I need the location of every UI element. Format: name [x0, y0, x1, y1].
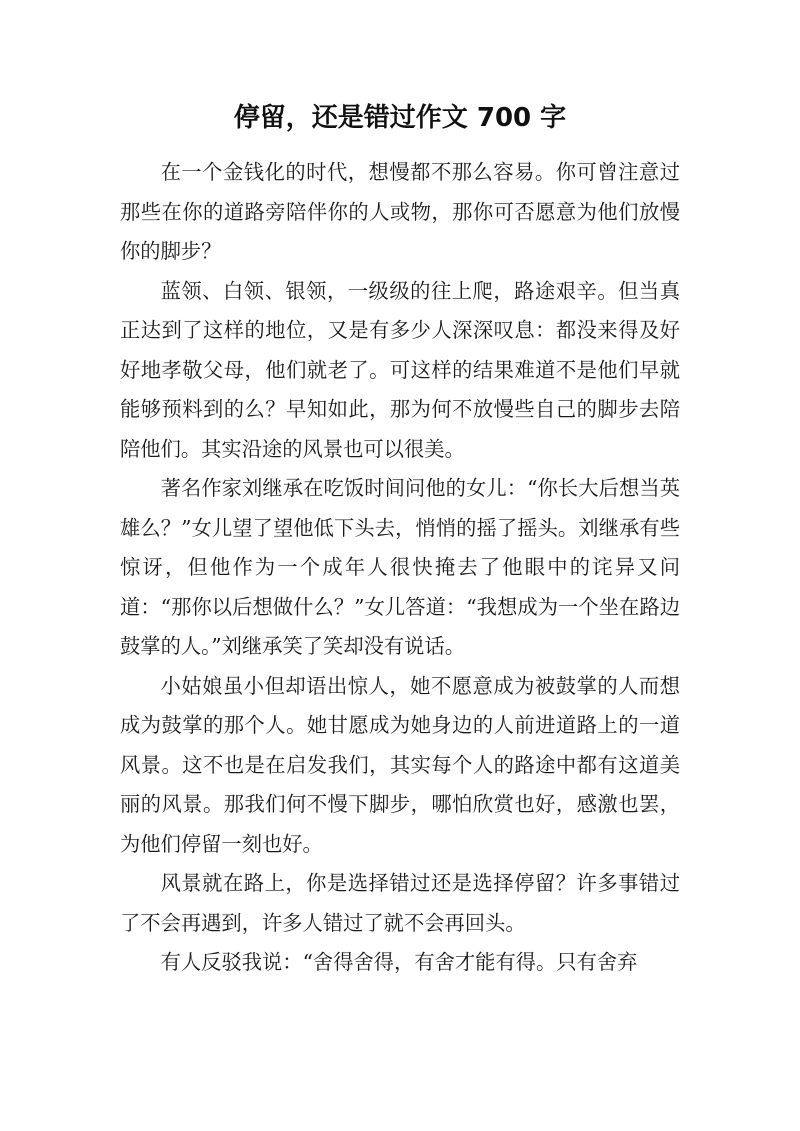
- paragraph-2: 蓝领、白领、银领，一级级的往上爬，路途艰辛。但当真正达到了这样的地位，又是有多少人深深叹息：都没来得及好好地孝敬父母，他们就老了。可这样的结果难道不是他们早就能够预料到的么？早知如此，那为何不放慢些自己的脚步去陪陪他们。其实沿途的风景也可以很美。: [120, 278, 680, 461]
- document-body: [120, 153, 680, 983]
- document-title: 停留，还是错过作文 700 字: [233, 103, 567, 133]
- paragraph-5: 风景就在路上，你是选择错过还是选择停留？许多事错过了不会再遇到，许多人错过了就不会再回头。: [120, 871, 680, 935]
- paragraph-6: 有人反驳我说：“舍得舍得，有舍才能有得。只有舍弃: [160, 950, 638, 974]
- paragraph-1: 在一个金钱化的时代，想慢都不那么容易。你可曾注意过那些在你的道路旁陪伴你的人或物，那你可否愿意为他们放慢你的脚步？: [120, 160, 680, 263]
- paragraph-4: 小姑娘虽小但却语出惊人，她不愿意成为被鼓掌的人而想成为鼓掌的那个人。她甘愿成为她身边的人前进道路上的一道风景。这不也是在启发我们，其实每个人的路途中都有这道美丽的风景。那我们何不慢下脚步，哪怕欣赏也好，感激也罢，为他们停留一刻也好。: [120, 673, 680, 856]
- paragraph-3: 著名作家刘继承在吃饭时间问他的女儿：“你长大后想当英雄么？”女儿望了望他低下头去，悄悄的摇了摇头。刘继承有些惊讶，但他作为一个成年人很快掩去了他眼中的诧异又问道：“那你以后想做什么？”女儿答道：“我想成为一个坐在路边鼓掌的人。”刘继承笑了笑却没有说话。: [120, 476, 680, 658]
